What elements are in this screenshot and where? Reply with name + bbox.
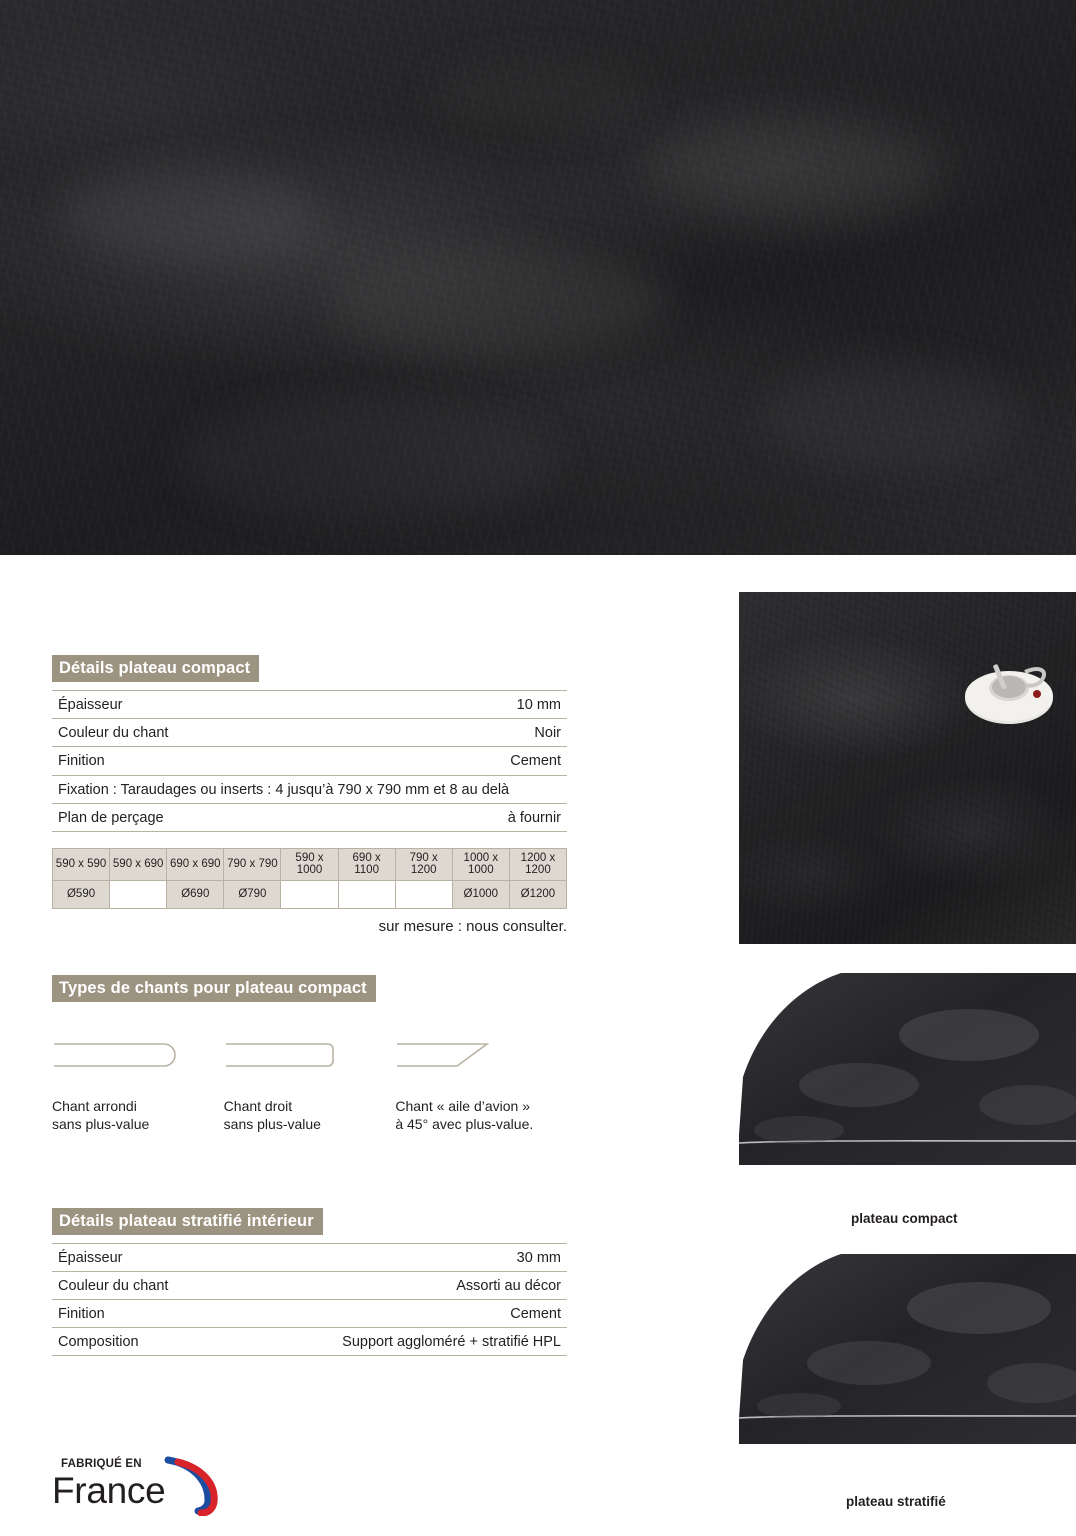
- spec-key: Fixation : Taraudages ou inserts : 4 jusqu’à 790 x 790 mm et 8 au delà: [52, 775, 567, 803]
- texture-blotch: [430, 60, 650, 130]
- table-row: [52, 803, 567, 831]
- spec-value: Assorti au décor: [230, 1272, 567, 1300]
- compact-panel-illustration: [739, 965, 1076, 1190]
- edge-caption-line1: Chant arrondi: [52, 1097, 137, 1114]
- texture-blotch: [180, 400, 560, 520]
- spec-key: Épaisseur: [52, 691, 388, 719]
- spec-value: à fournir: [388, 803, 567, 831]
- spec-key: Épaisseur: [52, 1243, 230, 1271]
- list-item: [224, 1030, 396, 1134]
- spec-value: Support aggloméré + stratifié HPL: [230, 1328, 567, 1356]
- spec-key: Composition: [52, 1328, 230, 1356]
- spec-value: 30 mm: [230, 1243, 567, 1271]
- diameter-cell: Ø690: [167, 880, 224, 908]
- texture-blotch: [640, 120, 940, 220]
- edge-caption-line2: sans plus-value: [223, 1116, 321, 1133]
- france-flag-swoosh-icon: [162, 1454, 222, 1516]
- diameter-cell: [338, 880, 395, 908]
- edge-caption: [224, 1097, 396, 1134]
- dimension-cell: 690 x 1100: [338, 848, 395, 880]
- spec-value: Cement: [388, 747, 567, 775]
- table-row: [52, 1243, 567, 1271]
- logo-line1: FABRIQUÉ EN: [61, 1458, 142, 1470]
- laminate-panel-caption: plateau stratifié: [846, 1494, 946, 1509]
- edge-straight-icon: [224, 1030, 364, 1078]
- spec-key: Plan de perçage: [52, 803, 388, 831]
- edge-caption: [395, 1097, 567, 1134]
- edge-caption: [52, 1097, 224, 1134]
- laminate-section: [52, 1208, 567, 1357]
- custom-size-note: sur mesure : nous consulter.: [378, 917, 567, 935]
- dimension-cell: 690 x 690: [167, 848, 224, 880]
- dimension-cell: 1000 x 1000: [452, 848, 509, 880]
- texture-blotch: [330, 250, 670, 360]
- spec-value: 10 mm: [388, 691, 567, 719]
- texture-blotch: [760, 360, 1020, 470]
- dimension-cell: 1200 x 1200: [509, 848, 566, 880]
- diameter-cell: Ø590: [53, 880, 110, 908]
- dimension-cell: 790 x 790: [224, 848, 281, 880]
- dimensions-table: [52, 848, 567, 909]
- compact-spec-table: [52, 690, 567, 832]
- edge-types-title: Types de chants pour plateau compact: [52, 975, 376, 1002]
- edge-types-list: [52, 1030, 567, 1134]
- compact-section: [52, 655, 567, 935]
- list-item: [52, 1030, 224, 1134]
- table-row: [52, 691, 567, 719]
- list-item: [395, 1030, 567, 1134]
- spec-key: Finition: [52, 747, 388, 775]
- dimension-cell: 590 x 1000: [281, 848, 338, 880]
- spec-value: Cement: [230, 1300, 567, 1328]
- edge-types-section: [52, 975, 567, 1134]
- diameter-cell: Ø790: [224, 880, 281, 908]
- table-row: [52, 719, 567, 747]
- laminate-panel-illustration: [739, 1248, 1076, 1473]
- edge-caption-line2: sans plus-value: [52, 1116, 150, 1133]
- table-row: [52, 747, 567, 775]
- spec-key: Finition: [52, 1300, 230, 1328]
- dimensions-rect-row: [53, 848, 567, 880]
- logo-line2: France: [52, 1470, 166, 1511]
- tabletop-with-cup-photo: [739, 592, 1076, 944]
- edge-caption-line1: Chant « aile d’avion »: [395, 1097, 530, 1114]
- diameter-cell: [281, 880, 338, 908]
- laminate-panel-photo: [739, 1248, 1076, 1473]
- table-row: [52, 1272, 567, 1300]
- table-row: [52, 775, 567, 803]
- edge-rounded-icon: [52, 1030, 192, 1078]
- coffee-cup-icon: [961, 654, 1061, 734]
- hero-texture-image: [0, 0, 1076, 555]
- compact-section-title: Détails plateau compact: [52, 655, 259, 682]
- dimension-cell: 590 x 690: [110, 848, 167, 880]
- table-row: [52, 1328, 567, 1356]
- made-in-france-logo: [52, 1452, 232, 1524]
- diameter-cell: [110, 880, 167, 908]
- edge-caption-line1: Chant droit: [223, 1097, 293, 1114]
- texture-blotch: [60, 170, 320, 260]
- dimension-cell: 590 x 590: [53, 848, 110, 880]
- spec-key: Couleur du chant: [52, 1272, 230, 1300]
- edge-airfoil-icon: [395, 1030, 535, 1078]
- diameter-cell: Ø1200: [509, 880, 566, 908]
- compact-panel-photo: [739, 965, 1076, 1190]
- laminate-section-title: Détails plateau stratifié intérieur: [52, 1208, 323, 1235]
- dimension-cell: 790 x 1200: [395, 848, 452, 880]
- table-row: [52, 1300, 567, 1328]
- photo-grain: [739, 592, 1076, 944]
- dimensions-round-row: [53, 880, 567, 908]
- specifications-column: [52, 655, 567, 1356]
- spec-value: Noir: [388, 719, 567, 747]
- laminate-spec-table: [52, 1243, 567, 1357]
- edge-caption-line2: à 45° avec plus-value.: [395, 1116, 534, 1133]
- diameter-cell: [395, 880, 452, 908]
- diameter-cell: Ø1000: [452, 880, 509, 908]
- spec-key: Couleur du chant: [52, 719, 388, 747]
- compact-panel-caption: plateau compact: [851, 1211, 958, 1226]
